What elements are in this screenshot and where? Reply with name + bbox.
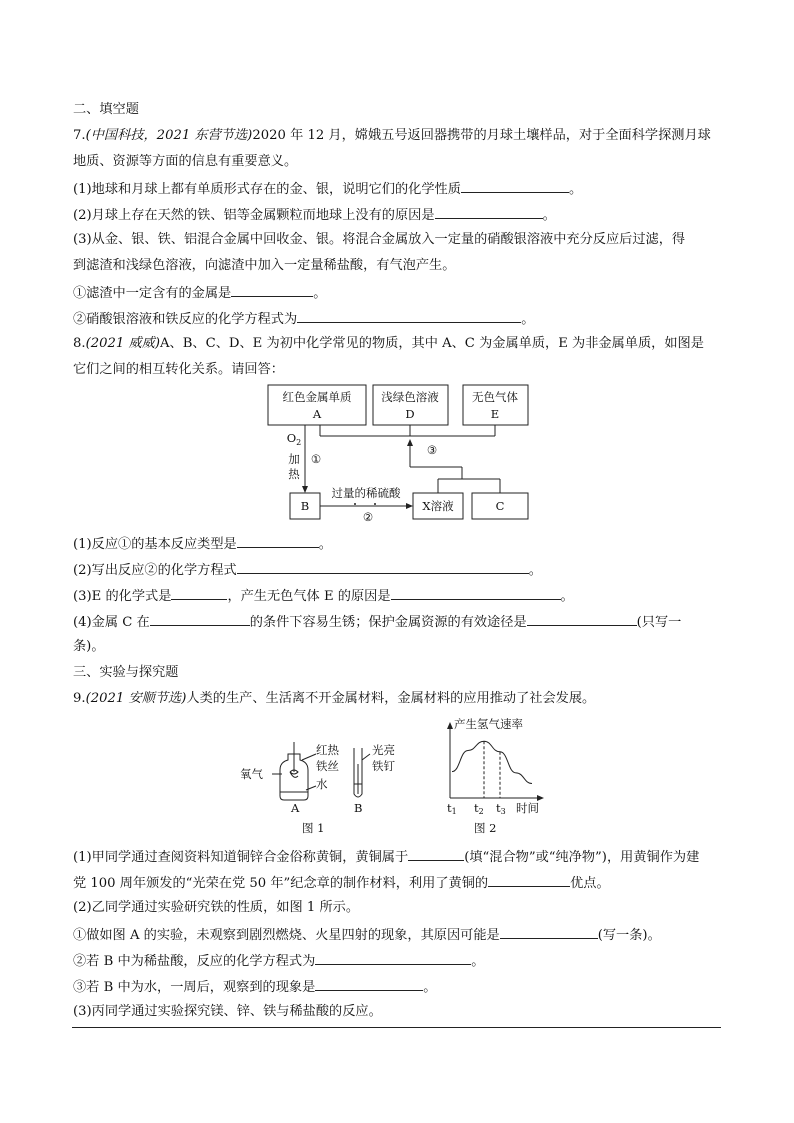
q8-part4-blank2[interactable] [527, 612, 637, 626]
q8-number: 8. [73, 336, 86, 351]
q8-part2-text: (2)写出反应②的化学方程式 [73, 563, 237, 578]
q9-part2-sub3-blank[interactable] [315, 977, 423, 991]
q7-part3-sub1 [73, 283, 326, 303]
figure-2-rate-graph [432, 714, 552, 838]
q7-part2 [73, 205, 556, 225]
q8-part2 [73, 560, 542, 580]
box-c-label: C [495, 499, 505, 513]
q7-part3-sub1-blank[interactable] [231, 283, 313, 297]
q7-part1-text: (1)地球和月球上都有单质形式存在的金、银，说明它们的化学性质 [73, 182, 461, 197]
q8-part3-text1: (3)E 的化学式是 [73, 589, 172, 604]
q7-part2-blank[interactable] [435, 205, 543, 219]
label-heat2: 热 [288, 467, 300, 481]
box-a-label1: 红色金属单质 [282, 390, 352, 404]
q8-part3-blank1[interactable] [171, 586, 227, 600]
q8-part3-end: 。 [560, 589, 574, 604]
q9-source: (2021 安顺节选) [85, 691, 187, 706]
q9-number: 9. [73, 691, 86, 706]
acid-dot2 [374, 503, 376, 505]
q7-source: (中国科技，2021 东营节选) [85, 128, 253, 143]
x-axis-label: 时间 [516, 801, 539, 815]
label-o2: $O_2$ [286, 431, 302, 447]
box-x-label: X溶液 [422, 499, 454, 513]
q9-part2: (2)乙同学通过实验研究铁的性质，如图 1 所示。 [73, 900, 360, 915]
section-heading-experiment: 三、实验与探究题 [73, 665, 179, 680]
q7-part2-end: 。 [542, 208, 556, 223]
q7-part1-blank[interactable] [461, 179, 569, 193]
q8-transformation-diagram [260, 384, 540, 524]
reaction-3-marker: ③ [426, 443, 438, 457]
q9-stem [73, 690, 595, 708]
arrowhead-d [407, 439, 413, 446]
label-a: A [291, 801, 300, 815]
q8-source: (2021 威威) [85, 336, 161, 351]
box-d-label1: 浅绿色溶液 [381, 390, 439, 404]
acid-dot1 [354, 503, 356, 505]
q9-part1-line2 [73, 873, 610, 893]
q7-part3-sub2-text: ②硝酸银溶液和铁反应的化学方程式为 [73, 312, 298, 327]
q8-part2-end: 。 [528, 563, 542, 578]
y-arrowhead [447, 722, 453, 729]
q9-part1-text2: (填“混合物”或“纯净物”)，用黄铜作为建 [464, 850, 700, 865]
q7-stem-text1: 2020 年 12 月，嫦娥五号返回器携带的月球土壤样品，对于全面科学探测月球 [252, 128, 711, 143]
q9-part1-blank1[interactable] [408, 847, 464, 861]
q7-stem-line1 [73, 127, 711, 145]
label-oxygen: 氧气 [240, 767, 263, 781]
q9-part2-sub3 [73, 977, 436, 997]
q9-part2-sub1-blank[interactable] [500, 925, 598, 939]
rate-curve [452, 741, 532, 783]
arrowhead-x [406, 503, 413, 509]
y-axis-label: 产生氢气速率 [454, 717, 523, 731]
q7-part3-line2: 到滤渣和浅绿色溶液，向滤渣中加入一定量稀盐酸，有气泡产生。 [73, 258, 456, 273]
q8-stem-line1 [73, 335, 704, 353]
arrowhead-b [302, 486, 308, 493]
figure-1-apparatus [236, 738, 395, 838]
box-d-label2: D [405, 407, 415, 421]
q9-part1-blank2[interactable] [488, 873, 570, 887]
q8-part3 [73, 586, 574, 606]
q9-part2-sub1 [73, 925, 661, 945]
q9-part2-sub2-blank[interactable] [315, 951, 471, 965]
label-iron-wire: 铁丝 [316, 759, 339, 773]
q9-part2-sub2-text: ②若 B 中为稀盐酸，反应的化学方程式为 [73, 954, 316, 969]
tick-t1: t1 [447, 801, 457, 816]
q8-part4 [73, 612, 681, 632]
q7-part3-sub2-end: 。 [521, 312, 535, 327]
section-heading-fill-in: 二、填空题 [73, 102, 139, 117]
label-excess-acid: 过量的稀硫酸 [331, 486, 401, 500]
q9-part2-sub3-text: ③若 B 中为水，一周后，观察到的现象是 [73, 980, 316, 995]
q7-stem-line2: 地质、资源等方面的信息有重要意义。 [73, 154, 298, 169]
lead-nail [362, 754, 370, 760]
label-nail: 铁钉 [372, 759, 395, 773]
q8-part2-blank[interactable] [237, 560, 529, 574]
q8-part4-blank1[interactable] [150, 612, 250, 626]
q8-part1-blank[interactable] [237, 534, 319, 548]
q7-part3-sub2-blank[interactable] [297, 309, 521, 323]
q8-part1-text: (1)反应①的基本反应类型是 [73, 537, 237, 552]
q9-part3: (3)丙同学通过实验探究镁、锌、铁与稀盐酸的反应。 [73, 1004, 382, 1019]
q7-number: 7. [73, 128, 86, 143]
label-heat1: 加 [288, 452, 300, 466]
reaction-2-marker: ② [362, 510, 374, 524]
box-e-label2: E [490, 407, 500, 421]
q9-part1-text1: (1)甲同学通过查阅资料知道铜锌合金俗称黄铜，黄铜属于 [73, 850, 409, 865]
q7-part3-sub2 [73, 309, 534, 329]
reaction-1-marker: ① [310, 452, 322, 466]
bottom-rule [72, 1027, 721, 1028]
q9-part2-sub3-end: 。 [423, 980, 437, 995]
q7-part3-line1: (3)从金、银、铁、铝混合金属中回收金、银。将混合金属放入一定量的硝酸银溶液中充分反应后过滤，得 [73, 232, 686, 247]
q8-part3-text2: ，产生无色气体 E 的原因是 [227, 589, 391, 604]
q9-part1-line1 [73, 847, 699, 867]
q9-part2-sub2-end: 。 [471, 954, 485, 969]
q7-part1 [73, 179, 582, 199]
label-shiny: 光亮 [372, 743, 395, 757]
q9-part2-sub2 [73, 951, 484, 971]
label-water: 水 [316, 777, 328, 791]
q8-part3-blank2[interactable] [391, 586, 561, 600]
q7-part3-sub1-text: ①滤渣中一定含有的金属是 [73, 286, 232, 301]
label-b: B [354, 801, 363, 815]
q8-stem-text1: A、B、C、D、E 为初中化学常见的物质，其中 A、C 为金属单质，E 为非金属单质，如图是 [160, 336, 704, 351]
q9-stem-text: 人类的生产、生活离不开金属材料，金属材料的应用推动了社会发展。 [186, 691, 596, 706]
q7-part1-end: 。 [568, 182, 583, 197]
q8-part1 [73, 534, 332, 554]
label-red-hot: 红热 [316, 743, 339, 757]
q7-part3-sub1-end: 。 [313, 286, 327, 301]
q9-part2-sub1-end: (写一条)。 [597, 928, 661, 943]
figure-2-caption: 图 2 [474, 821, 497, 835]
tick-t3: t3 [496, 801, 506, 816]
tick-t2: t2 [474, 801, 484, 816]
q8-part1-end: 。 [318, 537, 332, 552]
lead-wire [302, 754, 316, 760]
q8-part4-text1: (4)金属 C 在 [73, 615, 150, 630]
q8-stem-line2: 它们之间的相互转化关系。请回答： [73, 362, 284, 377]
q8-part4-text3: (只写一 [636, 615, 682, 630]
box-e-label1: 无色气体 [472, 390, 518, 404]
q7-part2-text: (2)月球上存在天然的铁、铝等金属颗粒而地球上没有的原因是 [73, 208, 435, 223]
box-a-label2: A [312, 407, 322, 421]
q8-part4-line2: 条)。 [73, 639, 105, 654]
box-b-label: B [300, 499, 310, 513]
q9-part1-text4: 优点。 [570, 876, 610, 891]
figure-1-caption: 图 1 [302, 821, 325, 835]
q9-part2-sub1-text: ①做如图 A 的实验，未观察到剧烈燃烧、火星四射的现象，其原因可能是 [73, 928, 500, 943]
q8-part4-text2: 的条件下容易生锈；保护金属资源的有效途径是 [249, 615, 527, 630]
q9-part1-text3: 党 100 周年颁发的“光荣在党 50 年”纪念章的制作材料，利用了黄铜的 [73, 876, 489, 891]
